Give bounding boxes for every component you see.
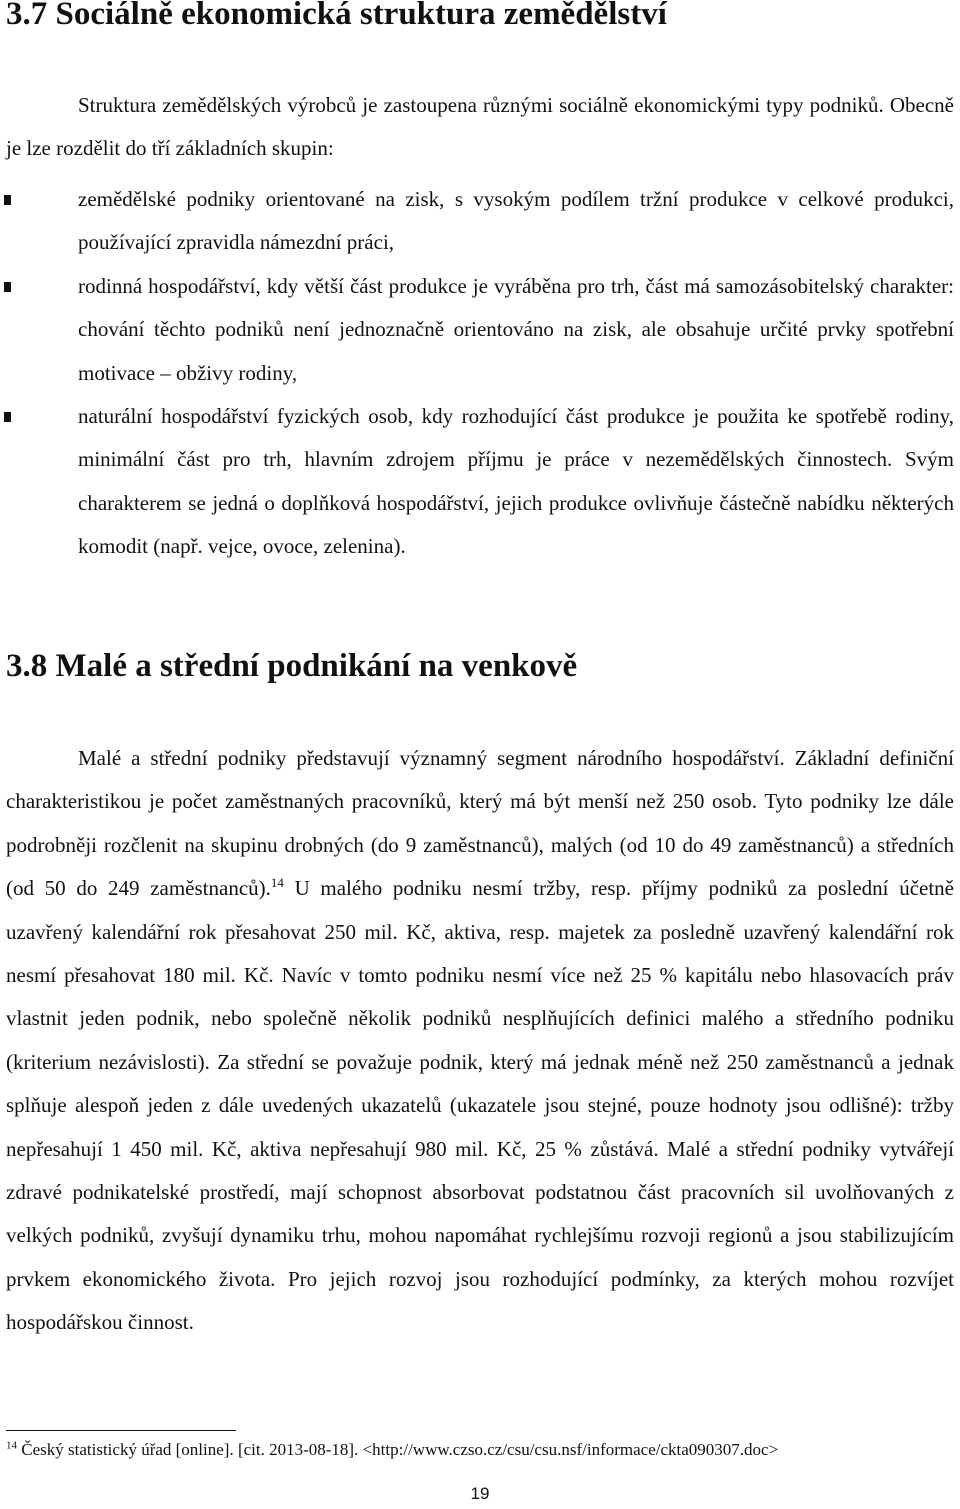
footnote <box>6 1438 954 1462</box>
section-3-7-intro: Struktura zemědělských výrobců je zastoupena různými sociálně ekonomickými typy podniků. Obecně je lze rozdělit do tří základních skupin: <box>6 93 954 161</box>
list-item <box>0 265 954 395</box>
list-item <box>0 395 954 569</box>
page-number: 19 <box>470 1484 490 1503</box>
bullet-text: zemědělské podniky orientované na zisk, s vysokým podílem tržní produkce v celkové produkci, používající zpravidla námezdní práci, <box>78 187 954 255</box>
square-bullet-icon <box>4 195 11 205</box>
bullet-text: rodinná hospodářství, kdy větší část produkce je vyráběna pro trh, část má samozásobitelský charakter: chování těchto podniků není jednoznačně orientováno na zisk, ale obsahuje určité prvky spotřební motivace – obživy rodiny, <box>78 273 954 385</box>
footnote-text: Český statistický úřad [online]. [cit. 2013-08-18]. <http://www.czso.cz/csu/csu.nsf/informace/ckta090307.doc> <box>17 1440 779 1459</box>
footnote-reference[interactable]: 14 <box>270 875 284 891</box>
footnote-number: 14 <box>6 1439 17 1452</box>
section-heading-3-8: 3.8 Malé a střední podnikání na venkově <box>6 648 578 684</box>
bullet-list <box>0 178 960 569</box>
paragraph-text-start: Malé a střední podniky představují významný segment národního hospodářství. Základní definiční charakteristikou je počet zaměstnaných pracovníků, který má být menší než 250 osob. Tyto podniky lze dále podrobněji rozčlenit na skupinu drobných (do 9 zaměstnanců), malých (od 10 do 49 zaměstnanců) a středních (od 50 do 249 zaměstnanců). <box>6 746 954 901</box>
list-item <box>0 178 954 265</box>
footnote-divider <box>6 1430 236 1431</box>
section-3-8-paragraph <box>6 737 954 1345</box>
section-heading-3-7: 3.7 Sociálně ekonomická struktura zemědělství <box>6 0 667 32</box>
bullet-text: naturální hospodářství fyzických osob, kdy rozhodující část produkce je použita ke spotřebě rodiny, minimální část pro trh, hlavním zdrojem příjmu je práce v nezemědělských činnostech. Svým charakterem se jedná o doplňková hospodářství, jejich produkce ovlivňuje částečně nabídku některých komodit (např. vejce, ovoce, zelenina). <box>78 404 954 559</box>
paragraph-text-end: U malého podniku nesmí tržby, resp. příjmy podniků za poslední účetně uzavřený kalendářní rok přesahovat 250 mil. Kč, aktiva, resp. majetek za posledně uzavřený kalendářní rok nesmí přesahovat 180 mil. Kč. Navíc v tomto podniku nesmí více než 25 % kapitálu nebo hlasovacích práv vlastnit jeden podnik, nebo společně několik podniků nesplňujících definici malého a středního podniku (kriterium nezávislosti). Za střední se považuje podnik, který má jednak méně než 250 zaměstnanců a jednak splňuje alespoň jeden z dále uvedených ukazatelů (ukazatele jsou stejné, pouze hodnoty jsou odlišné): tržby nepřesahují 1 450 mil. Kč, aktiva nepřesahují 980 mil. Kč, 25 % zůstává. Malé a střední podniky vytvářejí zdravé podnikatelské prostředí, mají schopnost absorbovat podstatnou část pracovních sil uvolňovaných z velkých podniků, zvyšují dynamiku trhu, mohou napomáhat rychlejšímu rozvoji regionů a jsou stabilizujícím prvkem ekonomického života. Pro jejich rozvoj jsou rozhodující podmínky, za kterých mohou rozvíjet hospodářskou činnost. <box>6 876 954 1335</box>
square-bullet-icon <box>4 282 11 292</box>
square-bullet-icon <box>4 412 11 422</box>
